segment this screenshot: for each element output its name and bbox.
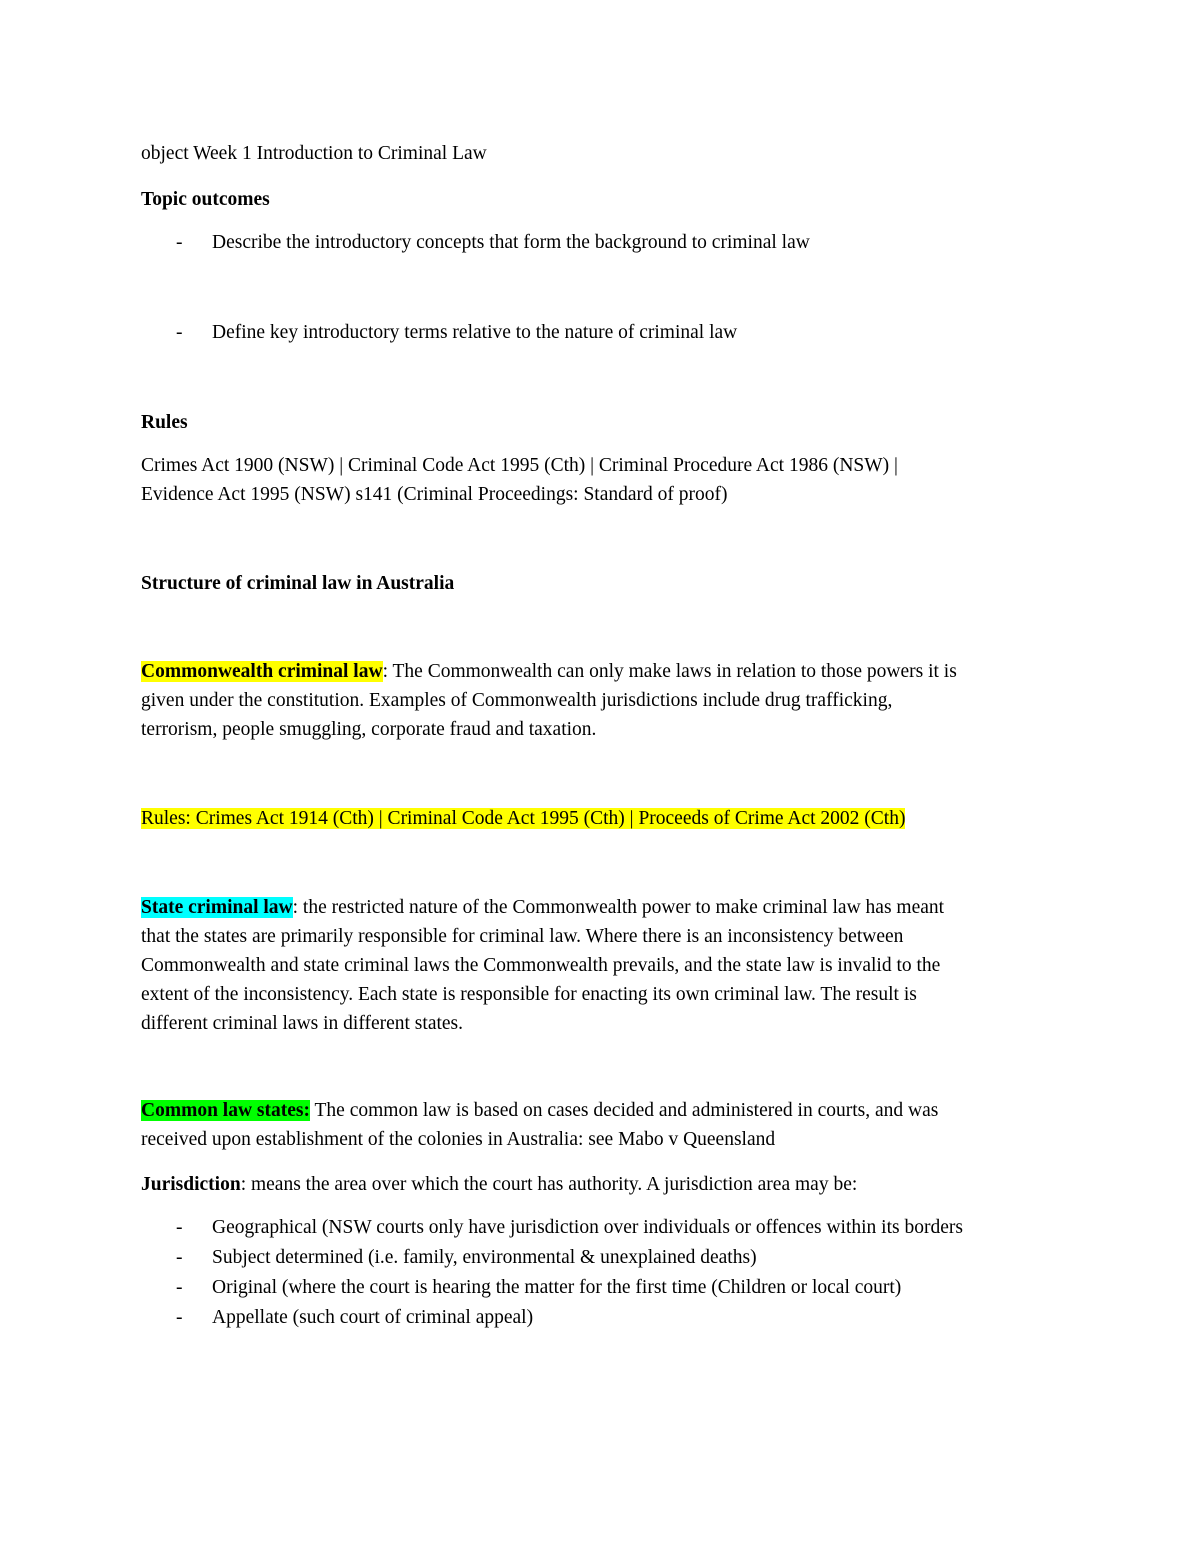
bullet-marker: - xyxy=(176,322,183,343)
commonwealth-paragraph-line: terrorism, people smuggling, corporate fraud and taxation. xyxy=(141,719,597,740)
commonwealth-text: : The Commonwealth can only make laws in relation to those powers it is xyxy=(382,661,957,682)
bullet-marker: - xyxy=(176,1247,183,1268)
jurisdiction-item: Geographical (NSW courts only have jurisdiction over individuals or offences within its borders xyxy=(212,1217,963,1238)
commonwealth-paragraph-line: given under the constitution. Examples of Commonwealth jurisdictions include drug trafficking, xyxy=(141,690,893,711)
bullet-marker: - xyxy=(176,1277,183,1298)
rules-line: Crimes Act 1900 (NSW) | Criminal Code Act 1995 (Cth) | Criminal Procedure Act 1986 (NSW) | xyxy=(141,455,898,476)
commonwealth-term: Commonwealth criminal law xyxy=(141,661,383,682)
common-law-paragraph-line: received upon establishment of the colonies in Australia: see Mabo v Queensland xyxy=(141,1129,776,1150)
common-law-paragraph-line xyxy=(141,1096,938,1125)
document-title: object Week 1 Introduction to Criminal Law xyxy=(141,143,487,164)
state-paragraph-line xyxy=(141,893,944,922)
commonwealth-rules-text: Rules: Crimes Act 1914 (Cth) | Criminal Code Act 1995 (Cth) | Proceeds of Crime Act 2002 (Cth) xyxy=(141,808,906,829)
topic-outcome-item: Define key introductory terms relative to the nature of criminal law xyxy=(212,322,738,343)
bullet-marker: - xyxy=(176,1217,183,1238)
common-law-text: The common law is based on cases decided and administered in courts, and was xyxy=(309,1100,939,1121)
jurisdiction-text: : means the area over which the court has authority. A jurisdiction area may be: xyxy=(240,1174,858,1195)
jurisdiction-item: Original (where the court is hearing the matter for the first time (Children or local court) xyxy=(212,1277,902,1298)
topic-outcome-item: Describe the introductory concepts that form the background to criminal law xyxy=(212,232,810,253)
bullet-marker: - xyxy=(176,1307,183,1328)
state-paragraph-line: Commonwealth and state criminal laws the Commonwealth prevails, and the state law is invalid to the xyxy=(141,955,941,976)
commonwealth-paragraph-line xyxy=(141,657,957,686)
state-text: : the restricted nature of the Commonwealth power to make criminal law has meant xyxy=(292,897,945,918)
rules-heading: Rules xyxy=(141,412,188,433)
jurisdiction-paragraph-line xyxy=(141,1170,857,1199)
commonwealth-rules-line xyxy=(141,804,905,833)
rules-line: Evidence Act 1995 (NSW) s141 (Criminal Proceedings: Standard of proof) xyxy=(141,484,728,505)
common-law-term: Common law states: xyxy=(141,1100,310,1121)
state-paragraph-line: extent of the inconsistency. Each state is responsible for enacting its own criminal law. The result is xyxy=(141,984,917,1005)
jurisdiction-term: Jurisdiction xyxy=(141,1174,241,1195)
jurisdiction-item: Appellate (such court of criminal appeal) xyxy=(212,1307,534,1328)
topic-outcomes-heading: Topic outcomes xyxy=(141,189,270,210)
state-paragraph-line: different criminal laws in different states. xyxy=(141,1013,464,1034)
structure-heading: Structure of criminal law in Australia xyxy=(141,573,455,594)
state-term: State criminal law xyxy=(141,897,293,918)
jurisdiction-item: Subject determined (i.e. family, environmental & unexplained deaths) xyxy=(212,1247,757,1268)
bullet-marker: - xyxy=(176,232,183,253)
state-paragraph-line: that the states are primarily responsible for criminal law. Where there is an inconsistency between xyxy=(141,926,904,947)
